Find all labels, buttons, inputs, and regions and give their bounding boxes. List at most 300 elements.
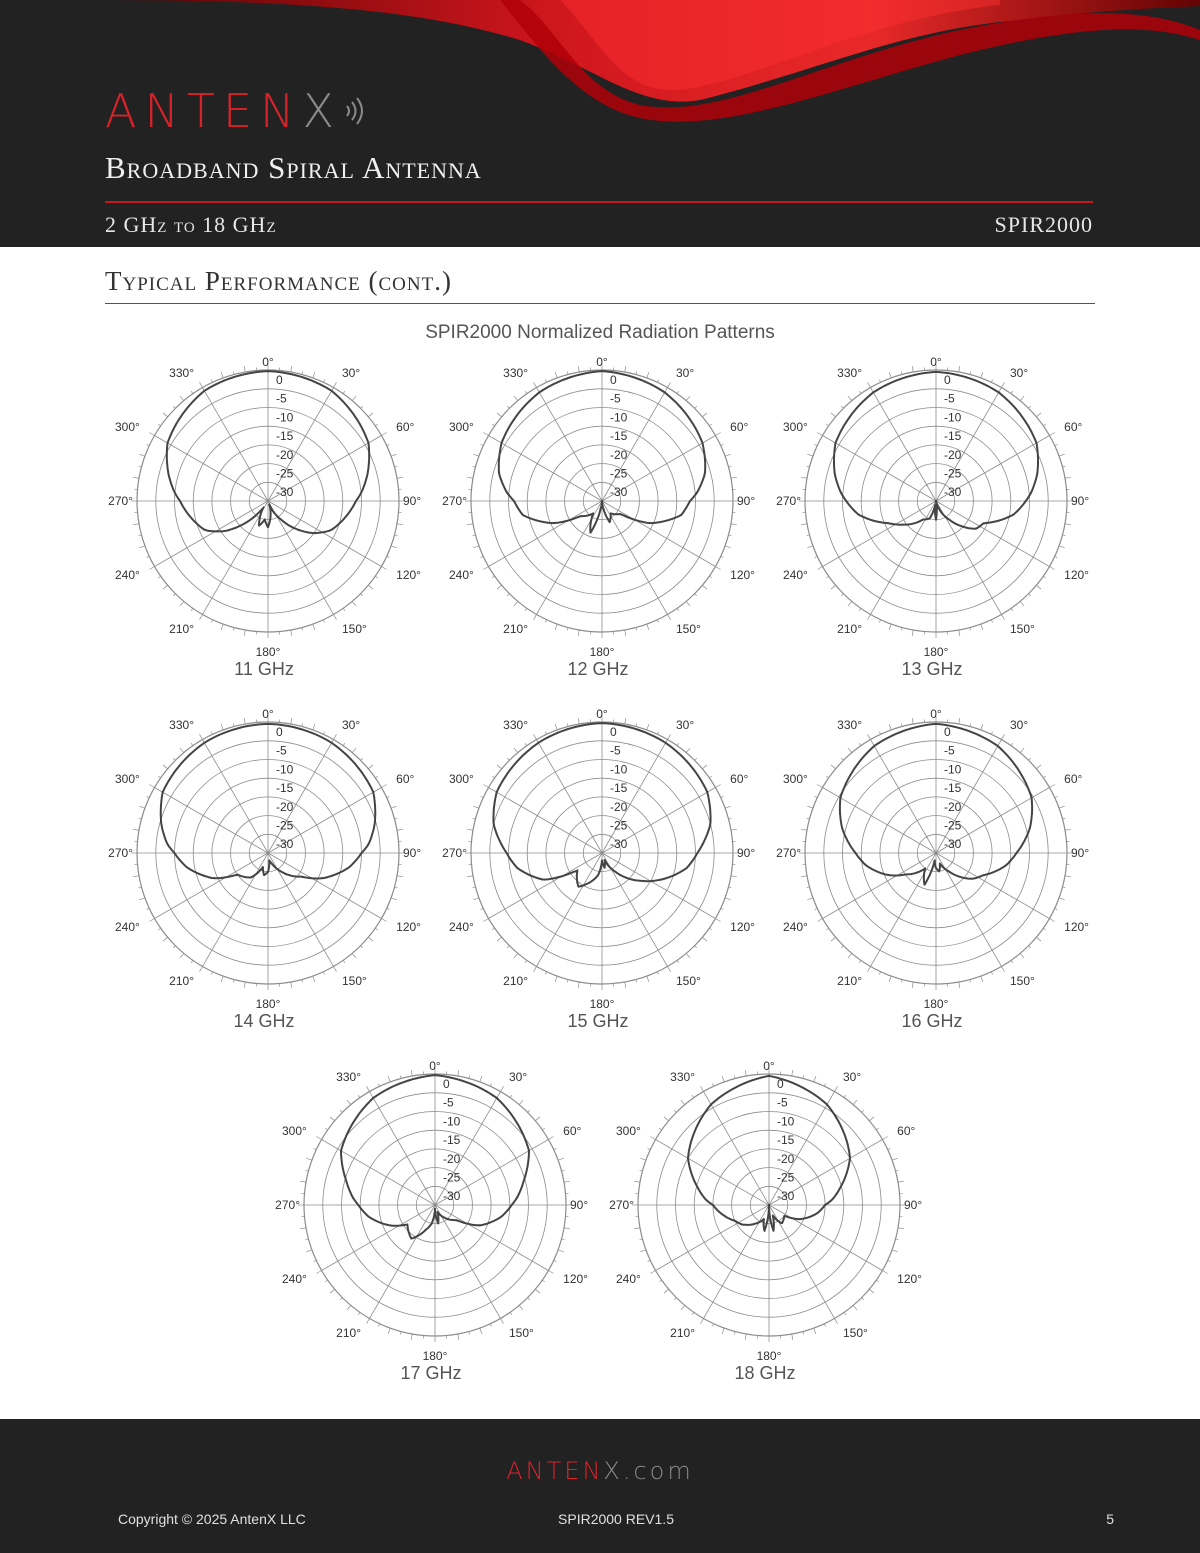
grid-spoke <box>489 788 602 854</box>
rim-tick <box>334 966 337 971</box>
rim-tick <box>221 724 223 730</box>
rim-tick <box>149 433 154 436</box>
radial-tick-label: 0 <box>276 373 283 387</box>
rim-tick <box>1011 960 1013 962</box>
radial-tick-label: -15 <box>443 1133 461 1148</box>
rim-tick <box>244 718 245 724</box>
rim-tick <box>458 1070 459 1076</box>
rim-tick <box>859 391 861 393</box>
rim-tick <box>826 576 828 578</box>
rim-tick <box>306 1250 312 1252</box>
rim-tick <box>725 806 731 808</box>
pattern-point <box>263 874 265 876</box>
rim-tick <box>191 391 193 393</box>
polar-plot <box>108 707 421 1031</box>
rim-tick <box>1036 937 1041 941</box>
rim-tick <box>826 424 828 426</box>
rim-tick <box>686 748 690 753</box>
rim-tick <box>483 433 488 436</box>
pattern-point <box>601 722 603 724</box>
pattern-point <box>204 529 206 531</box>
radial-tick-label: -30 <box>610 837 628 852</box>
pattern-point <box>901 524 903 526</box>
radial-tick-label: -10 <box>610 762 628 777</box>
rim-tick <box>801 876 807 877</box>
angle-tick-label: 240° <box>449 920 474 934</box>
rim-tick <box>492 424 494 426</box>
frequency-label: 12 GHz <box>567 659 629 679</box>
angle-tick-label: 300° <box>449 420 474 434</box>
angle-tick-label: 240° <box>616 1272 641 1286</box>
angle-tick-label: 270° <box>275 1198 300 1212</box>
rim-tick <box>898 1181 904 1182</box>
grid-spoke <box>704 1092 770 1205</box>
angle-tick-label: 300° <box>783 420 808 434</box>
rim-tick <box>831 765 836 769</box>
rim-tick <box>391 806 397 808</box>
frequency-label: 15 GHz <box>567 1011 629 1031</box>
rim-tick <box>139 806 145 808</box>
rim-tick <box>375 776 377 778</box>
pattern-point <box>374 824 376 826</box>
angle-tick-label: 150° <box>676 622 701 637</box>
rim-tick <box>180 601 184 606</box>
pattern-point <box>280 870 282 872</box>
rim-tick <box>701 1086 704 1091</box>
rim-tick <box>647 624 649 630</box>
rim-tick <box>1029 594 1031 596</box>
angle-tick-label: 0° <box>930 707 942 721</box>
rim-tick <box>211 380 212 383</box>
rim-tick <box>180 396 184 401</box>
rim-tick <box>702 765 707 769</box>
frequency-label: 11 GHz <box>234 659 294 679</box>
rim-tick <box>534 734 537 739</box>
rim-tick <box>801 477 807 478</box>
rim-tick <box>831 585 836 589</box>
rim-tick <box>375 928 377 930</box>
rim-tick <box>368 413 373 417</box>
radial-tick-label: -20 <box>443 1151 461 1166</box>
angle-tick-label: 180° <box>923 645 949 659</box>
angle-tick-label: 180° <box>255 645 281 659</box>
radial-tick-label: -5 <box>276 391 287 406</box>
rim-tick <box>659 1280 661 1282</box>
rim-tick <box>378 1084 379 1087</box>
part-number: SPIR2000 <box>994 212 1093 237</box>
rim-tick <box>817 567 822 570</box>
rim-tick <box>139 454 145 456</box>
radial-tick-label: -15 <box>944 781 962 796</box>
angle-tick-label: 300° <box>449 772 474 786</box>
rim-tick <box>200 966 203 971</box>
rim-tick <box>1002 966 1005 971</box>
radial-tick-label: 0 <box>276 725 283 739</box>
rim-tick <box>352 953 356 958</box>
pattern-point <box>687 1157 689 1159</box>
pattern-point <box>849 1157 851 1159</box>
rim-tick <box>367 1086 370 1091</box>
angle-tick-label: 150° <box>1010 974 1035 989</box>
angle-tick-label: 60° <box>897 1124 916 1138</box>
rim-tick <box>824 1324 825 1327</box>
angle-tick-label: 30° <box>509 1069 528 1084</box>
pattern-point <box>840 1185 842 1187</box>
rim-tick <box>163 937 168 941</box>
rim-tick <box>709 776 711 778</box>
pattern-point <box>641 880 643 882</box>
pattern-point <box>372 791 374 793</box>
rim-tick <box>862 1110 864 1112</box>
angle-tick-label: 0° <box>763 1059 775 1073</box>
pattern-point <box>1036 442 1038 444</box>
grid-spoke <box>268 853 381 919</box>
pattern-point <box>934 859 936 861</box>
radial-tick-label: -5 <box>443 1095 454 1110</box>
rim-tick <box>859 608 861 610</box>
pattern-point <box>665 742 667 744</box>
rim-tick <box>510 1095 512 1097</box>
polar-plot <box>776 355 1089 679</box>
pattern-point <box>522 514 524 516</box>
rim-tick <box>578 630 579 636</box>
pattern-point <box>437 1211 439 1213</box>
rim-tick <box>306 1158 312 1160</box>
rim-tick <box>525 391 527 393</box>
radial-tick-label: -5 <box>777 1095 788 1110</box>
rim-tick <box>381 433 386 436</box>
rim-tick <box>387 796 390 797</box>
rim-tick <box>792 1070 793 1076</box>
rim-tick <box>668 734 671 739</box>
grid-spoke <box>769 1205 882 1271</box>
rim-tick <box>1002 382 1005 387</box>
angle-tick-label: 30° <box>342 365 361 380</box>
pattern-point <box>997 745 999 747</box>
pattern-point <box>280 518 282 520</box>
rim-tick <box>334 614 337 619</box>
pattern-point <box>939 863 941 865</box>
rim-tick <box>695 758 697 760</box>
rim-tick <box>323 972 324 975</box>
rim-tick <box>334 734 337 739</box>
rim-tick <box>158 424 160 426</box>
grid-spoke <box>936 501 1049 567</box>
rim-tick <box>648 1148 651 1149</box>
rim-tick <box>244 982 245 988</box>
polar-plot <box>442 355 755 679</box>
pattern-point <box>321 877 323 879</box>
radial-tick-label: -20 <box>610 447 628 462</box>
rim-tick <box>323 620 324 623</box>
rim-tick <box>882 1271 887 1274</box>
pattern-point <box>179 500 181 502</box>
polar-plot <box>609 1059 922 1383</box>
rim-tick <box>555 724 557 730</box>
rim-tick <box>1049 919 1054 922</box>
rim-tick <box>211 972 212 975</box>
rim-tick <box>695 406 697 408</box>
rim-tick <box>1020 748 1024 753</box>
rim-tick <box>497 937 502 941</box>
rim-tick <box>869 1289 874 1293</box>
pattern-point <box>554 522 556 524</box>
pattern-point <box>935 723 937 725</box>
rim-tick <box>147 556 150 557</box>
radial-tick-label: -20 <box>610 799 628 814</box>
angle-tick-label: 150° <box>676 974 701 989</box>
angle-tick-label: 90° <box>737 494 756 508</box>
rim-tick <box>677 391 679 393</box>
angle-tick-label: 90° <box>403 846 422 860</box>
rim-tick <box>725 898 731 900</box>
angle-tick-label: 180° <box>589 997 615 1011</box>
rim-tick <box>558 1158 564 1160</box>
pattern-point <box>855 852 857 854</box>
rim-tick <box>1002 614 1005 619</box>
rim-tick <box>368 937 373 941</box>
grid-spoke <box>203 388 269 501</box>
rim-tick <box>801 829 807 830</box>
pattern-point <box>443 1216 445 1218</box>
rim-tick <box>981 372 983 378</box>
pattern-point <box>390 1225 392 1227</box>
pattern-point <box>1036 473 1038 475</box>
rim-tick <box>876 1128 878 1130</box>
pattern-point <box>1013 514 1015 516</box>
pattern-point <box>773 1230 775 1232</box>
grid-spoke <box>203 853 269 966</box>
pattern-point <box>270 515 272 517</box>
pattern-point <box>174 492 176 494</box>
rim-tick <box>815 796 818 797</box>
rim-tick <box>343 960 345 962</box>
rim-tick <box>841 406 843 408</box>
pattern-point <box>538 392 540 394</box>
rim-tick <box>1059 454 1065 456</box>
pattern-point <box>498 472 500 474</box>
pattern-point <box>702 442 704 444</box>
rim-tick <box>411 1070 412 1076</box>
rim-tick <box>640 1250 646 1252</box>
pattern-point <box>203 742 205 744</box>
rim-tick <box>835 1318 838 1323</box>
frequency-label: 17 GHz <box>400 1363 462 1383</box>
rim-tick <box>525 608 527 610</box>
rim-tick <box>147 796 150 797</box>
rim-tick <box>314 1148 317 1149</box>
angle-tick-label: 210° <box>169 974 194 989</box>
pattern-point <box>203 390 205 392</box>
rim-tick <box>1036 765 1041 769</box>
pattern-point <box>537 742 539 744</box>
radial-tick-label: -30 <box>276 485 294 500</box>
rim-tick <box>959 982 960 988</box>
pattern-point <box>500 843 502 845</box>
pattern-point <box>425 1229 427 1231</box>
rim-tick <box>347 1100 351 1105</box>
rim-tick <box>959 366 960 372</box>
rim-tick <box>848 601 852 606</box>
angle-tick-label: 270° <box>776 494 801 508</box>
angle-tick-label: 210° <box>670 1326 695 1341</box>
rim-tick <box>844 1312 846 1314</box>
angle-tick-label: 60° <box>563 1124 582 1138</box>
rim-tick <box>514 396 518 401</box>
pattern-point <box>367 473 369 475</box>
rim-tick <box>702 585 707 589</box>
rim-tick <box>848 953 852 958</box>
rim-tick <box>347 1305 351 1310</box>
pattern-point <box>972 878 974 880</box>
pattern-point <box>511 1204 513 1206</box>
rim-tick <box>668 382 671 387</box>
rim-tick <box>1065 524 1071 525</box>
angle-tick-label: 270° <box>108 846 133 860</box>
pattern-point <box>160 824 162 826</box>
angle-tick-label: 270° <box>776 846 801 860</box>
rim-tick <box>501 1086 504 1091</box>
pattern-point <box>614 870 616 872</box>
pattern-point <box>975 528 977 530</box>
pattern-point <box>368 442 370 444</box>
pattern-point <box>523 1180 525 1182</box>
rim-tick <box>291 630 292 636</box>
pattern-point <box>697 852 699 854</box>
rim-tick <box>1002 734 1005 739</box>
pattern-point <box>331 742 333 744</box>
rim-tick <box>340 1110 342 1112</box>
rim-tick <box>1055 796 1058 797</box>
pattern-point <box>188 514 190 516</box>
rim-tick <box>991 380 992 383</box>
rim-tick <box>147 908 150 909</box>
angle-tick-label: 180° <box>255 997 281 1011</box>
rim-tick <box>1049 433 1054 436</box>
rim-tick <box>664 1117 669 1121</box>
rim-tick <box>709 928 711 930</box>
angle-tick-label: 210° <box>837 622 862 637</box>
rim-tick <box>458 1334 459 1340</box>
angle-tick-label: 330° <box>837 717 862 732</box>
angle-tick-label: 0° <box>262 355 274 369</box>
radial-tick-label: -5 <box>276 743 287 758</box>
rim-tick <box>330 1289 335 1293</box>
rim-tick <box>868 966 871 971</box>
rim-tick <box>868 382 871 387</box>
pattern-point <box>434 1208 436 1210</box>
polar-plot <box>776 707 1089 1031</box>
angle-tick-label: 90° <box>737 846 756 860</box>
rim-tick <box>564 1181 570 1182</box>
rim-tick <box>368 585 373 589</box>
chart-title: SPIR2000 Normalized Radiation Patterns <box>425 322 775 343</box>
pattern-point <box>330 529 332 531</box>
rim-tick <box>681 1100 685 1105</box>
pattern-point <box>1021 845 1023 847</box>
rim-tick <box>701 1318 704 1323</box>
copyright: Copyright © 2025 AntenX LLC <box>118 1511 306 1527</box>
rim-tick <box>191 743 193 745</box>
rim-tick <box>792 1334 793 1340</box>
radial-tick-label: -25 <box>610 818 628 833</box>
rim-tick <box>316 1271 321 1274</box>
rim-tick <box>695 946 697 948</box>
rim-tick <box>358 1095 360 1097</box>
pattern-point <box>331 390 333 392</box>
rim-tick <box>323 732 324 735</box>
angle-tick-label: 30° <box>1010 717 1029 732</box>
rim-tick <box>378 1324 379 1327</box>
rim-tick <box>807 806 813 808</box>
rim-tick <box>361 758 363 760</box>
pattern-point <box>357 1204 359 1206</box>
rim-tick <box>853 1305 857 1310</box>
pattern-point <box>755 1222 757 1224</box>
rim-tick <box>180 748 184 753</box>
pattern-point <box>938 507 940 509</box>
rim-tick <box>361 946 363 948</box>
pattern-point <box>478 1225 480 1227</box>
pattern-point <box>904 874 906 876</box>
pattern-point <box>263 506 265 508</box>
pattern-point <box>983 874 985 876</box>
angle-tick-label: 330° <box>837 365 862 380</box>
angle-tick-label: 30° <box>676 365 695 380</box>
pattern-point <box>407 1223 409 1225</box>
pattern-point <box>516 867 518 869</box>
angle-tick-label: 90° <box>1071 494 1090 508</box>
pattern-point <box>500 1216 502 1218</box>
rim-tick <box>1059 806 1065 808</box>
pattern-point <box>720 1213 722 1215</box>
rim-tick <box>692 1095 694 1097</box>
rim-tick <box>625 366 626 372</box>
pattern-point <box>264 519 266 521</box>
angle-tick-label: 210° <box>837 974 862 989</box>
pattern-point <box>410 1238 412 1240</box>
rim-tick <box>814 1076 816 1082</box>
rim-tick <box>244 366 245 372</box>
rim-tick <box>702 413 707 417</box>
rim-tick <box>715 433 720 436</box>
pattern-point <box>696 1185 698 1187</box>
angle-tick-label: 270° <box>442 846 467 860</box>
rim-tick <box>555 976 557 982</box>
rim-tick <box>397 829 403 830</box>
grid-spoke <box>370 1092 436 1205</box>
rim-tick <box>133 477 139 478</box>
rim-tick <box>831 413 836 417</box>
frequency-label: 16 GHz <box>901 1011 963 1031</box>
grid-spoke <box>656 1140 769 1206</box>
rim-tick <box>831 937 836 941</box>
rim-tick <box>889 724 891 730</box>
angle-tick-label: 210° <box>503 622 528 637</box>
rim-tick <box>640 1158 646 1160</box>
rim-tick <box>507 406 509 408</box>
rim-tick <box>555 624 557 630</box>
rim-tick <box>358 1312 360 1314</box>
rim-tick <box>497 413 502 417</box>
rim-tick <box>316 1137 321 1140</box>
pattern-point <box>686 867 688 869</box>
rim-tick <box>467 524 473 525</box>
rim-tick <box>200 382 203 387</box>
pattern-point <box>610 512 612 514</box>
grid-spoke <box>537 853 603 966</box>
rim-tick <box>959 630 960 636</box>
